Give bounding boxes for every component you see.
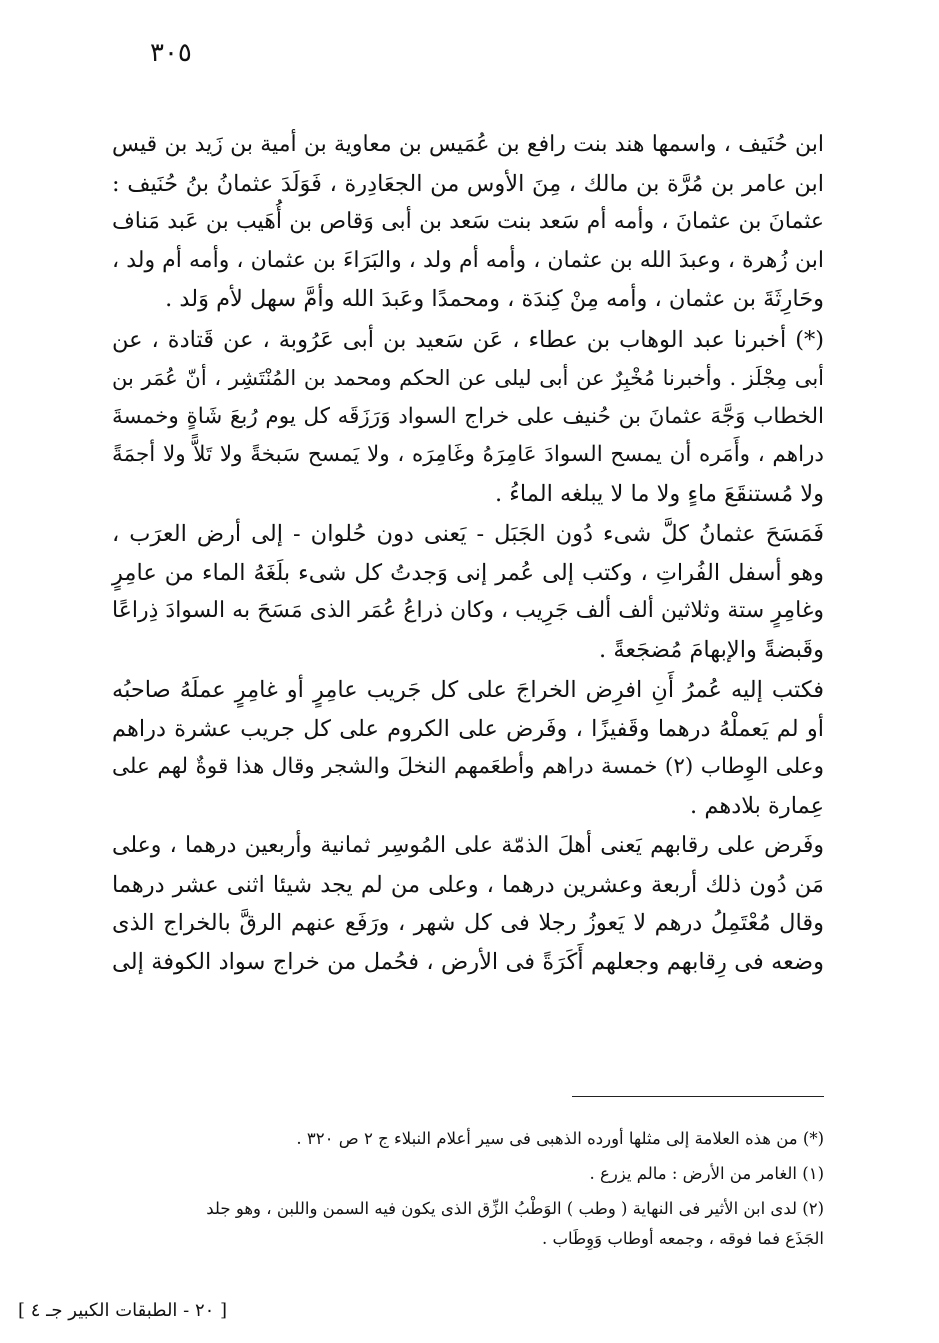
footnote: (*) من هذه العلامة إلى مثلها أورده الذهبى فى سير أعلام النبلاء ج ٢ ص ٣٢٠ .	[296, 1129, 824, 1148]
signature-mark: [ ٢٠ - الطبقات الكبير جـ ٤ ]	[18, 1300, 228, 1321]
footnote-divider	[572, 1096, 824, 1097]
page-number: ٣٠٥	[150, 38, 192, 68]
text-line: أو لم يَعملْهُ درهما وقَفيزًا ، وفَرض على الكروم على كل جريب عشرة دراهم	[112, 715, 824, 742]
main-text	[112, 126, 824, 981]
text-line: دراهم ، وأَمَره أن يمسح السوادَ عَامِرَهُ وغَامِرَه ، ولا يَمسح سَبخةً ولا تَلاًّ ولا أجمَةً	[112, 442, 824, 467]
text-line: ابن زُهرة ، وعبدَ الله بن عثمان ، وأمه أم ولد ، والبَرَاءَ بن عثمان ، وأمه أم ولد ،	[112, 247, 824, 273]
footnote: (١) الغامر من الأرض : مالم يزرع .	[589, 1164, 824, 1183]
text-line: ابن حُنَيف ، واسمها هند بنت رافع بن عُمَيس بن معاوية بن أمية بن زَيد بن قيس	[112, 132, 824, 157]
text-line: فَمَسَحَ عثمانُ كلَّ شىء دُون الجَبَل - يَعنى دون حُلوان - إلى أرض العرَب ،	[112, 521, 824, 547]
footnote: الجَذَع فما فوقه ، وجمعه أوطاب وَوِطَاب .	[541, 1229, 824, 1248]
text-line: أبى مِجْلَز . وأخبرنا مُخْبِرٌ عن أبى ليلى عن الحكم ومحمد بن المُنْتَشِر ، أنّ عُمَر بن	[112, 366, 824, 390]
text-line: وقَبضةً والإبهامَ مُضجَعةً .	[599, 636, 824, 663]
text-line: فكتب إليه عُمرُ أَنِ افرِض الخراجَ على كل جَريب عامِرٍ أو غامِرٍ عملَهُ صاحبُه	[112, 677, 824, 703]
text-line: وعلى الوِطاب (٢) خمسة دراهم وأطعَمهم النخلَ والشجر وقال هذا قوةٌ لهم على	[112, 754, 825, 779]
text-line: ابن عامر بن مُرَّة بن مالك ، مِنَ الأوس من الجعَادِرة ، فَوَلَدَ عثمانُ بنُ حُنَيف :	[112, 170, 824, 197]
text-line: الخطاب وَجَّهَ عثمانَ بن حُنيف على خراج السواد وَرَزَقَه كل يوم رُبعَ شَاةٍ وخمسةَ	[112, 403, 824, 429]
text-line: وفَرض على رقابهم يَعنى أهلَ الذمّة على المُوسِر ثمانية وأربعين درهما ، وعلى	[112, 833, 824, 858]
text-line: ولا مُستنقَعَ ماءٍ ولا ما لا يبلغه الماءُ .	[494, 480, 824, 507]
text-line: (*) أخبرنا عبد الوهاب بن عطاء ، عَن سَعيد بن أبى عَرُوبة ، عن قَتادة ، عن	[112, 326, 824, 353]
text-line: وضعه فى رِقابهم وجعلهم أَكَرَةً فى الأرض ، فحُمل من خراج سواد الكوفة إلى	[112, 948, 824, 975]
footnote: (٢) لدى ابن الأثير فى النهاية ( وطب ) الوَطْبُ الزِّق الذى يكون فيه السمن واللبن ، وهو جلد	[206, 1199, 824, 1218]
text-line: وقال مُعْتَمِلُ درهم لا يَعوزُ رجلا فى كل شهر ، ورَفَع عنهم الرقَّ بالخراج الذى	[112, 910, 824, 936]
text-line: عثمانَ بن عثمانَ ، وأمه أم سَعد بنت سَعد بن أبى وَقاص بن أُهَيب بن عَبد مَناف	[112, 209, 824, 234]
footnotes	[112, 1124, 824, 1254]
text-line: وحَارِثَةَ بن عثمان ، وأمه مِنْ كِندَة ، ومحمدًا وعَبدَ الله وأمَّ سهل لأم وَلد .	[165, 286, 824, 312]
text-line: وهو أسفل الفُراتِ ، وكتب إلى عُمر إنى وَجدتُ كل شىء بلَغَهُ الماء من عامِرٍ	[112, 559, 824, 586]
text-line: وغامِرٍ ستة وثلاثين ألف ألف جَرِيب ، وكان ذراعُ عُمَر الذى مَسَحَ به السوادَ ذِراعًا	[112, 598, 824, 623]
text-line: عِمارة بلادهم .	[690, 792, 824, 819]
text-line: مَن دُون ذلك أربعة وعشرين درهما ، وعلى من لم يجد شيئا اثنى عشر درهما	[112, 871, 824, 898]
